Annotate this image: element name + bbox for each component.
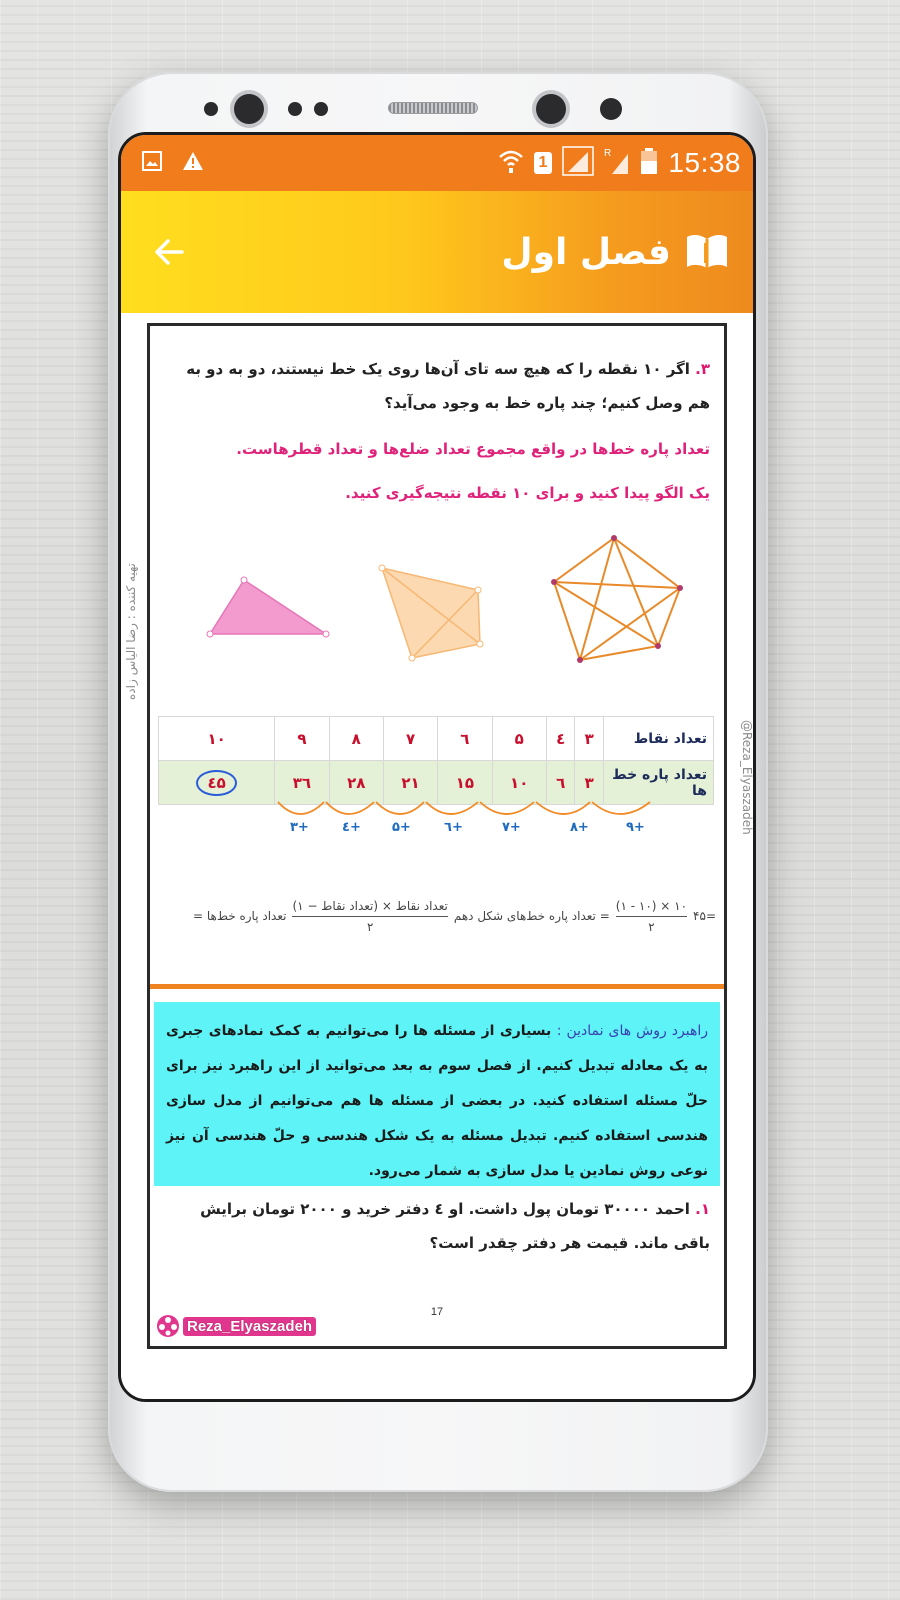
diff-label: ۳+ (290, 820, 309, 835)
left-watermark: تهیه کننده : رضا الیاس زاده (124, 563, 138, 700)
page-number: 17 (430, 1306, 444, 1318)
wifi-icon (498, 147, 524, 180)
segments-cell: ۲۱ (383, 761, 437, 805)
app-bar (121, 191, 753, 313)
points-cell: ۵ (492, 717, 546, 761)
hint-1: تعداد پاره خط‌ها در واقع مجموع تعداد ضلع‌ها و تعداد قطرهاست. (236, 440, 710, 458)
right-watermark: @Reza_Elyaszadeh (740, 720, 754, 835)
diff-label: ۸+ (570, 820, 589, 835)
question-1-number: ۱. (695, 1200, 710, 1218)
device-screen (118, 132, 756, 1402)
general-label: تعداد پاره خط‌ها = (193, 909, 287, 923)
section-divider (150, 984, 724, 989)
page-title: فصل اول (501, 231, 671, 273)
diff-label: ٦+ (444, 820, 463, 835)
segments-cell: ۳ (575, 761, 604, 805)
battery-icon (640, 147, 658, 180)
segments-cell: ۱۵ (438, 761, 492, 805)
film-reel-icon (156, 1314, 180, 1338)
general-fraction (292, 899, 447, 934)
brand-logo (156, 1314, 316, 1338)
diff-label: ۹+ (626, 820, 645, 835)
tenth-numerator: ۱۰ × (۱۰ - ۱) (615, 898, 688, 913)
tenth-label: = تعداد پاره خط‌های شکل دهم (453, 909, 610, 923)
tenth-denominator: ۲ (648, 919, 655, 934)
points-cell: ۷ (383, 717, 437, 761)
question-3-number: ۳. (695, 360, 710, 378)
points-cell: ۱۰ (159, 717, 275, 761)
diff-label: ٤+ (342, 820, 361, 835)
formula-result: =۴۵ (693, 909, 716, 923)
segments-cell: ۲۸ (329, 761, 383, 805)
points-row-label: تعداد نقاط (604, 717, 714, 761)
segments-cell: ٦ (546, 761, 575, 805)
fraction-bar (616, 916, 687, 917)
general-denominator: ۲ (366, 919, 374, 934)
segments-cell: ۳٦ (275, 761, 329, 805)
segments-row-label: تعداد پاره خط ها (604, 761, 714, 805)
fraction-bar (292, 916, 447, 917)
warning-icon (181, 150, 205, 177)
status-bar (121, 135, 753, 191)
light-sensor (314, 102, 328, 116)
brand-name: Reza_Elyaszadeh (183, 1317, 316, 1336)
arrow-left-icon (152, 235, 186, 269)
strategy-title: راهبرد روش های نمادین : (556, 1023, 709, 1039)
question-1-text: احمد ۳۰۰۰۰ تومان پول داشت. او ٤ دفتر خرید و ۲۰۰۰ تومان برایش باقی ماند. قیمت هر دفتر چقدر است؟ (200, 1200, 710, 1252)
general-numerator: تعداد نقاط × (تعداد نقاط − ۱) (292, 898, 448, 913)
sim-icon: 1 (534, 152, 553, 174)
quadrilateral-figure (379, 565, 483, 661)
points-cell: ۹ (275, 717, 329, 761)
hint-2: یک الگو پیدا کنید و برای ۱۰ نقطه نتیجه‌گیری کنید. (345, 484, 710, 502)
proximity-sensor (288, 102, 302, 116)
triangle-figure (207, 577, 329, 637)
book-icon (685, 233, 729, 271)
diff-label: ۵+ (392, 820, 411, 835)
roaming-signal-icon (604, 146, 630, 181)
book-page[interactable] (147, 323, 727, 1349)
signal-icon (562, 146, 594, 181)
points-cell: ٦ (438, 717, 492, 761)
iris-sensor (600, 98, 622, 120)
iris-camera (536, 94, 566, 124)
strategy-body: بسیاری از مسئله ها را می‌توانیم به کمک نمادهای جبری به یک معادله تبدیل کنیم. از فصل سوم به بعد می‌توانید از این راهبرد نیز برای حلّ مسئله استفاده کنید. در بعضی از مسئله ها هم می‌توانیم از مدل سازی هندسی استفاده کنیم. تبدیل مسئله به یک شکل هندسی و حلّ هندسی آن نیز نوعی روش نمادین یا مدل سازی به شمار می‌رود. (166, 1023, 708, 1179)
clock: 15:38 (668, 147, 741, 178)
front-camera (234, 94, 264, 124)
diff-label: ۷+ (502, 820, 521, 835)
points-cell: ٤ (546, 717, 575, 761)
earpiece-speaker (388, 102, 478, 114)
svg-text:R: R (604, 147, 612, 159)
question-3-text: اگر ۱۰ نقطه را که هیچ سه تای آن‌ها روی یک خط نیستند، دو به دو به هم وصل کنیم؛ چند پاره خط به وجود می‌آید؟ (186, 360, 710, 412)
tenth-fraction (616, 899, 687, 934)
question-1 (164, 1192, 710, 1260)
formula (158, 886, 716, 946)
pattern-table (158, 716, 714, 805)
segments-cell: ۱۰ (492, 761, 546, 805)
question-3 (164, 352, 710, 420)
answer-circle: ٤۵ (196, 770, 236, 796)
points-cell: ۳ (575, 717, 604, 761)
points-row (159, 717, 714, 761)
pentagon-figure (551, 535, 683, 663)
strategy-box (154, 1002, 720, 1186)
points-cell: ۸ (329, 717, 383, 761)
front-sensor (204, 102, 218, 116)
nav-spacer (121, 1351, 753, 1399)
back-button[interactable] (145, 228, 193, 276)
image-icon (141, 150, 163, 177)
polygon-figures (150, 526, 727, 696)
